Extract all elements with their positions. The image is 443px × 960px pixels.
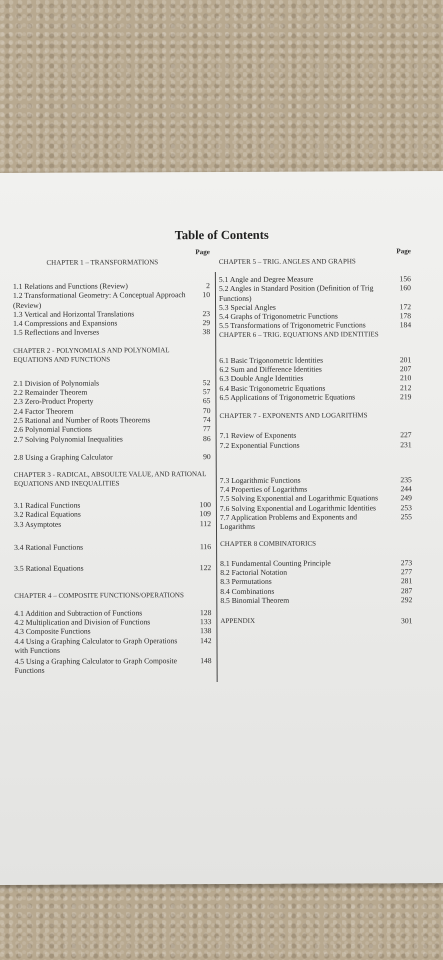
entry-title: 5.2 Angles in Standard Position (Definition of Trig Functions) [218,283,374,303]
entry-title: 8.4 Combinations [220,586,275,596]
chapter-heading: CHAPTER 1 – TRANSFORMATIONS [46,258,159,267]
toc-entry [220,512,412,531]
entry-page: 100 [199,500,211,510]
entry-page: 178 [399,311,412,321]
toc-entry [220,440,412,450]
entry-title: 4.2 Multiplication and Division of Functions [14,617,151,627]
toc-entry [14,563,211,573]
entry-page: 227 [400,430,412,440]
entry-page: 52 [202,377,211,387]
entry-title: 2.6 Polynomial Functions [13,424,92,435]
entry-page: 112 [199,518,211,528]
page-title: Table of Contents [174,227,269,243]
entry-page: 235 [400,475,412,485]
entry-title: 1.1 Relations and Functions (Review) [12,281,128,291]
entry-page: 287 [400,585,413,595]
entry-title: 2.7 Solving Polynomial Inequalities [13,433,123,444]
entry-title: 6.4 Basic Trigonometric Equations [219,383,326,393]
entry-page: 184 [399,320,412,330]
entry-page: 142 [200,635,212,645]
entry-title: 1.5 Reflections and Inverses [13,328,100,338]
entry-page: 255 [400,512,412,522]
entry-title: 4.4 Using a Graphing Calculator to Graph Operations with Functions [14,635,178,655]
entry-page: 231 [400,439,412,449]
toc-entry [14,636,211,655]
chapter-heading: CHAPTER 4 – COMPOSITE FUNCTIONS/OPERATIONS [14,590,184,600]
entry-title: 6.3 Double Angle Identities [219,374,304,384]
toc-entry [219,392,411,402]
entry-page: 244 [400,484,412,494]
entry-title: 2.1 Division of Polynomials [13,378,100,388]
column-divider [215,272,218,682]
toc-entry [219,321,411,331]
entry-title: 7.4 Properties of Logarithms [219,484,308,495]
entry-title: 8.1 Fundamental Counting Principle [220,558,331,568]
entry-title: 6.2 Sum and Difference Identities [219,364,322,375]
toc-entry [14,434,211,444]
entry-title: 6.1 Basic Trigonometric Identities [219,355,324,365]
entry-page: 253 [400,502,412,512]
toc-left-column [13,248,212,676]
entry-title: 6.5 Applications of Trigonometric Equations [219,392,356,402]
entry-page: 128 [199,607,212,617]
toc-right-column [219,247,413,626]
entry-page: 210 [399,373,412,383]
entry-page: 29 [202,318,211,328]
entry-page: 292 [400,595,413,605]
chapter-heading: CHAPTER 5 – TRIG. ANGLES AND GRAPHS [218,257,356,267]
entry-page: 148 [200,656,212,666]
entry-page: 281 [400,576,413,586]
entry-title: 2.8 Using a Graphing Calculator [13,452,113,462]
toc-entry-appendix [220,616,412,626]
entry-title: 2.4 Factor Theorem [13,406,74,416]
entry-page: 122 [199,563,212,573]
entry-title: 3.1 Radical Functions [13,500,81,511]
entry-page: 277 [400,567,413,577]
entry-page: 301 [400,616,413,626]
entry-page: 86 [202,433,211,443]
page-column-header: Page [396,247,411,256]
entry-title: 5.1 Angle and Degree Measure [218,274,314,285]
entry-page: 160 [399,283,411,293]
entry-title: 3.2 Radical Equations [13,510,81,520]
chapter-heading: CHAPTER 3 - RADICAL, ABSOULTE VALUE, AND RATIONAL EQUATIONS AND INEQUALITIES [13,470,207,489]
entry-title: 7.7 Application Problems and Exponents and Logarithms [219,512,358,532]
entry-page: 74 [202,415,211,425]
entry-title: 3.5 Rational Equations [14,563,84,574]
entry-page: 57 [202,387,211,397]
entry-page: 219 [400,392,412,402]
toc-entry [13,328,210,338]
entry-title: 1.2 Transformational Geometry: A Conceptual Approach (Review) [12,290,186,310]
entry-page: 249 [400,493,412,503]
entry-title: 3.4 Rational Functions [14,542,84,552]
entry-page: 156 [399,274,411,284]
entry-title: APPENDIX [220,616,256,626]
entry-page: 109 [199,509,211,519]
toc-entry [14,519,211,529]
page-column-header: Page [195,248,210,257]
chapter-heading: CHAPTER 2 - POLYNOMIALS AND POLYNOMIAL EQUATIONS AND FUNCTIONS [13,346,170,364]
chapter-heading: CHAPTER 8 COMBINATORICS [220,539,317,548]
entry-title: 2.3 Zero-Product Property [13,396,94,407]
entry-title: 1.3 Vertical and Horizontal Translations [13,309,135,319]
entry-title: 2.5 Rational and Number of Roots Theorems [13,415,151,425]
entry-title: 4.3 Composite Functions [14,626,91,637]
toc-entry [15,656,212,675]
entry-title: 7.1 Review of Exponents [219,430,297,441]
entry-page: 38 [202,327,211,337]
document-page [0,171,443,885]
toc-entry [220,595,412,605]
entry-page: 207 [399,364,412,374]
entry-title: 3.3 Asymptotes [13,519,62,529]
entry-title: 5.4 Graphs of Trigonometric Functions [219,311,338,322]
entry-title: 1.4 Compressions and Expansions [13,318,118,329]
toc-entry [14,542,211,552]
entry-title: 7.6 Solving Exponential and Logarithmic Identities [219,503,377,513]
entry-title: 4.5 Using a Graphing Calculator to Graph Composite Functions [14,656,178,676]
entry-page: 70 [202,405,211,415]
entry-title: 7.3 Logarithmic Functions [219,475,301,485]
entry-page: 65 [202,396,211,406]
entry-page: 172 [399,302,412,312]
entry-title: 8.3 Permutations [220,577,272,587]
entry-title: 8.2 Factorial Notation [220,567,288,577]
entry-page: 273 [400,557,413,567]
entry-title: 7.5 Solving Exponential and Logarithmic Equations [219,493,379,504]
entry-title: 2.2 Remainder Theorem [13,387,88,397]
entry-title: 4.1 Addition and Subtraction of Functions [14,607,143,618]
entry-page: 212 [399,382,412,392]
entry-title: 5.5 Transformations of Trigonometric Functions [219,320,366,331]
entry-page: 77 [202,424,211,434]
entry-page: 133 [199,616,212,627]
entry-page: 138 [200,626,212,636]
chapter-heading: CHAPTER 6 – TRIG. EQUATIONS AND IDENTITIES [219,330,379,339]
entry-page: 2 [206,281,210,291]
entry-page: 201 [399,354,412,365]
toc-entry [219,283,411,302]
entry-title: 7.2 Exponential Functions [219,440,300,450]
entry-page: 23 [202,308,211,318]
chapter-heading: CHAPTER 7 - EXPONENTS AND LOGARITHMS [219,411,368,421]
toc-entry [14,452,211,462]
toc-entry [13,290,210,309]
entry-title: 5.3 Special Angles [219,302,276,312]
entry-page: 10 [202,290,211,300]
entry-page: 116 [199,542,212,552]
entry-title: 8.5 Binomial Theorem [220,595,290,605]
entry-page: 90 [203,451,211,461]
